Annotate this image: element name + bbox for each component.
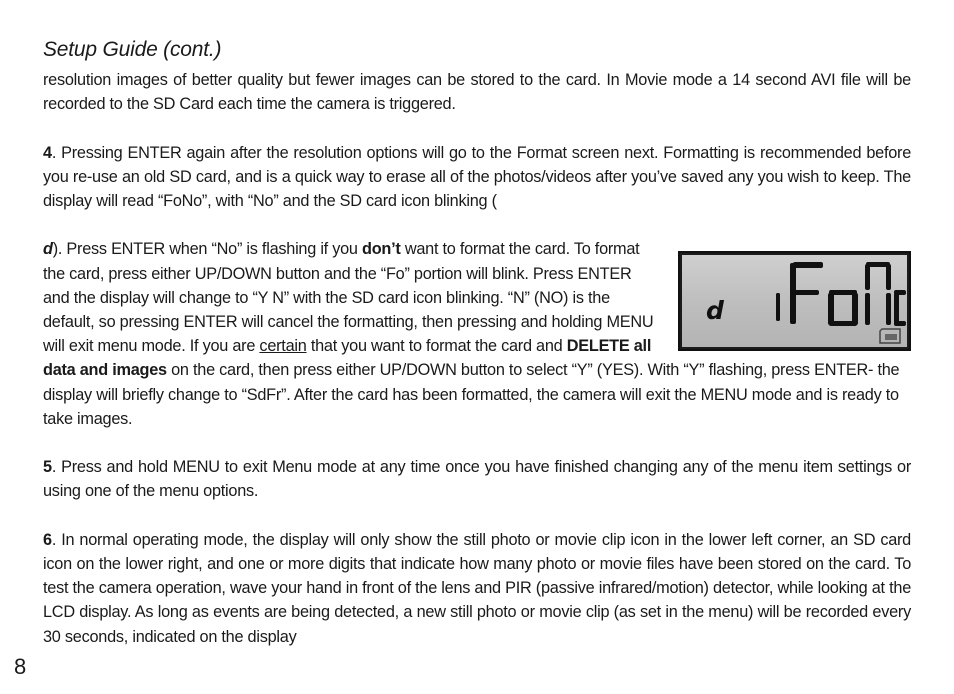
- step-4-dont: don’t: [362, 240, 401, 259]
- step-5-text: . Press and hold MENU to exit Menu mode at any time once you have finished changing any of the menu item settings or using one of the menu options.: [43, 458, 911, 501]
- lcd-fono-glyphs: [776, 262, 906, 326]
- step-4-number: 4: [43, 143, 52, 162]
- step-4-d-letter: d: [43, 240, 53, 259]
- sd-card-icon: [880, 329, 900, 343]
- page-heading: Setup Guide (cont.): [43, 38, 222, 61]
- lcd-segment-o1-bottom: [829, 321, 857, 326]
- step-4-text-2: ). Press ENTER when “No” is flashing if you: [52, 240, 363, 259]
- lcd-segment-o1-left: [828, 293, 834, 325]
- step-4-text-3: want to format the card. To format the card, press either UP/DOWN button and the “Fo” portion will blink. Press ENTER and the display will change to “Y N” with the SD card icon blinking. “N” (NO) is the default, so pressing ENTER will cancel the formatting, then pressing and holding MENU will exit menu mode. If you are: [43, 240, 654, 356]
- lcd-segment-o2-left: [894, 293, 899, 325]
- lcd-segment-N-right-lower: [886, 293, 891, 325]
- lcd-screen: [682, 255, 907, 347]
- sd-card-contact: [885, 334, 897, 340]
- step-5-paragraph: [43, 455, 911, 503]
- step-6-number: 6: [43, 530, 52, 549]
- lcd-segment-o2-bottom: [894, 321, 906, 326]
- lcd-segment-N-left-upper: [865, 264, 870, 290]
- lcd-segment-N-right-upper: [886, 264, 891, 290]
- lcd-segment-F-top: [793, 262, 823, 268]
- step-4-text-5: on the card, then press either UP/DOWN button to select “Y” (YES). With “Y” flashing, press ENTER- the display will briefly change to “SdFr”. After the card has been formatted, the camera will exit the MENU mode and is ready to take images.: [43, 361, 900, 428]
- lcd-segment-F-mid: [793, 290, 819, 295]
- body-text: [43, 68, 911, 673]
- step-4-delete-warning: DELETE all data and images: [43, 337, 652, 380]
- lcd-segment-o1-right: [852, 293, 858, 325]
- intro-paragraph: resolution images of better quality but fewer images can be stored to the card. In Movie mode a 14 second AVI file will be recorded to the SD Card each time the camera is triggered.: [43, 71, 911, 114]
- step-6-text: . In normal operating mode, the display will only show the still photo or movie clip icon in the lower left corner, an SD card icon on the lower right, and one or more digits that indicate how many photo or movie files have been stored on the card. To test the camera operation, wave your hand in front of the lens and PIR (passive infrared/motion) detector, while looking at the LCD display. As long as events are being detected, a new still photo or movie clip (as set in the menu) will be recorded every 30 seconds, indicated on the display: [43, 530, 911, 646]
- step-4-certain: certain: [259, 337, 307, 356]
- step-5-number: 5: [43, 458, 52, 477]
- step-4-text-1: . Pressing ENTER again after the resolution options will go to the Format screen next. Formatting is recommended before you re-use an old SD card, and is a quick way to erase all of the photos/videos after you’ve saved any you wish to keep. The display will read “FoNo”, with “No” and the SD card icon blinking (: [43, 143, 911, 210]
- lcd-segment-display: [682, 255, 907, 347]
- lcd-segment-tick: [776, 293, 780, 321]
- step-4-paragraph: [43, 141, 911, 214]
- page-number: 8: [14, 654, 27, 679]
- step-4-text-4: that you want to format the card and: [306, 337, 567, 356]
- lcd-display-figure: [678, 251, 911, 351]
- step-6-paragraph: [43, 528, 911, 649]
- lcd-segment-N-left-lower: [865, 293, 870, 325]
- lcd-figure-label: d: [706, 296, 724, 326]
